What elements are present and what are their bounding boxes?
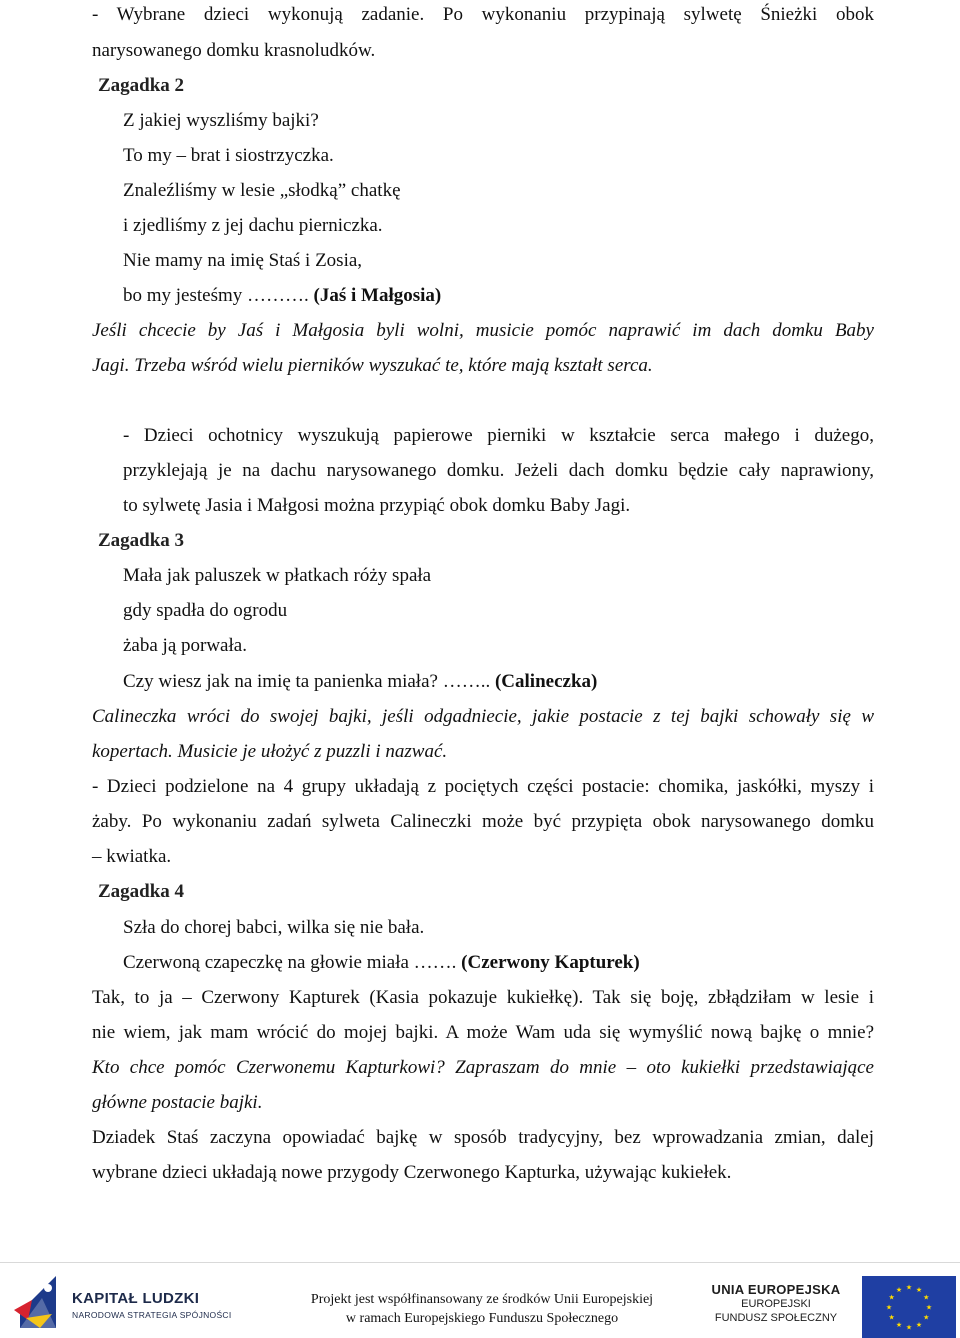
riddle-answer: (Calineczka) bbox=[494, 671, 598, 692]
riddle-text: Czy wiesz jak na imię ta panienka miała? …….. bbox=[123, 671, 491, 692]
paragraph-line: Dziadek Staś zaczyna opowiadać bajkę w sposób tradycyjny, bez wprowadzania zmian, dalej bbox=[92, 1127, 874, 1148]
instruction-line: Kto chce pomóc Czerwonemu Kapturkowi? Zapraszam do mnie – oto kukiełki przedstawiające bbox=[92, 1057, 874, 1078]
riddle-line: i zjedliśmy z jej dachu pierniczka. bbox=[123, 215, 383, 236]
paragraph-line: - Dzieci podzielone na 4 grupy układają z pociętych części postacie: chomika, jaskółki, myszy i bbox=[92, 776, 874, 797]
riddle-line: Nie mamy na imię Staś i Zosia, bbox=[123, 250, 363, 271]
kl-title: KAPITAŁ LUDZKI bbox=[72, 1290, 200, 1307]
eu-star-icon: ★ bbox=[915, 1320, 923, 1329]
paragraph-line: przyklejają je na dachu narysowanego domku. Jeżeli dach domku będzie cały naprawiony, bbox=[123, 460, 874, 481]
riddle-heading: Zagadka 3 bbox=[98, 530, 185, 551]
riddle-line: To my – brat i siostrzyczka. bbox=[123, 145, 334, 166]
riddle-line: Szła do chorej babci, wilka się nie bała. bbox=[123, 917, 425, 938]
kl-subtitle: NARODOWA STRATEGIA SPÓJNOŚCI bbox=[72, 1310, 232, 1320]
eu-label: EUROPEJSKI bbox=[741, 1298, 811, 1310]
eu-star-icon: ★ bbox=[923, 1313, 930, 1322]
eu-star-icon: ★ bbox=[905, 1323, 913, 1332]
instruction-line: główne postacie bajki. bbox=[92, 1092, 263, 1113]
eu-label: FUNDUSZ SPOŁECZNY bbox=[714, 1312, 838, 1324]
paragraph-line: to sylwetę Jasia i Małgosi można przypiąć obok domku Baby Jagi. bbox=[123, 495, 631, 516]
paragraph-line: - Wybrane dzieci wykonują zadanie. Po wykonaniu przypinają sylwetę Śnieżki obok bbox=[92, 4, 874, 25]
eu-star-icon: ★ bbox=[925, 1303, 933, 1312]
project-note-line: Projekt jest współfinansowany ze środków Unii Europejskiej bbox=[310, 1292, 654, 1307]
paragraph-line: wybrane dzieci układają nowe przygody Czerwonego Kapturka, używając kukiełek. bbox=[92, 1162, 732, 1183]
instruction-line: kopertach. Musicie je ułożyć z puzzli i nazwać. bbox=[92, 741, 448, 762]
eu-star-icon: ★ bbox=[895, 1320, 903, 1329]
footer-divider bbox=[0, 1262, 960, 1263]
eu-star-icon: ★ bbox=[923, 1293, 930, 1302]
riddle-line: gdy spadła do ogrodu bbox=[123, 600, 288, 621]
paragraph-line: – kwiatka. bbox=[92, 846, 172, 867]
riddle-heading: Zagadka 4 bbox=[98, 881, 185, 902]
riddle-line bbox=[123, 285, 874, 307]
paragraph-line: nie wiem, jak mam wrócić do mojej bajki. A może Wam uda się wymyślić nową bajkę o mnie? bbox=[92, 1022, 874, 1043]
eu-star-icon: ★ bbox=[885, 1303, 893, 1312]
paragraph-line: narysowanego domku krasnoludków. bbox=[92, 40, 376, 61]
instruction-line: Jeśli chcecie by Jaś i Małgosia byli wolni, musicie pomóc naprawić im dach domku Baby bbox=[92, 320, 874, 341]
paragraph-line: - Dzieci ochotnicy wyszukują papierowe pierniki w kształcie serca małego i dużego, bbox=[123, 425, 874, 446]
riddle-answer: (Czerwony Kapturek) bbox=[461, 952, 640, 973]
riddle-line: Mała jak paluszek w płatkach róży spała bbox=[123, 565, 432, 586]
riddle-line: żaba ją porwała. bbox=[123, 635, 247, 656]
riddle-line bbox=[123, 671, 874, 693]
riddle-line bbox=[123, 952, 874, 974]
instruction-line: Jagi. Trzeba wśród wielu pierników wyszukać te, które mają kształt serca. bbox=[92, 355, 653, 376]
eu-star-icon: ★ bbox=[915, 1286, 923, 1295]
instruction-line: Calineczka wróci do swojej bajki, jeśli odgadniecie, jakie postacie z tej bajki schowały się w bbox=[92, 706, 874, 727]
paragraph-line: Tak, to ja – Czerwony Kapturek (Kasia pokazuje kukiełkę). Tak się boję, zbłądziłam w lesie i bbox=[92, 987, 874, 1008]
riddle-line: Z jakiej wyszliśmy bajki? bbox=[123, 110, 319, 131]
eu-flag-icon bbox=[862, 1276, 956, 1338]
paragraph-line: żaby. Po wykonaniu zadań sylweta Calineczki może być przypięta obok narysowanego domku bbox=[92, 811, 874, 832]
project-note-line: w ramach Europejskiego Funduszu Społecznego bbox=[345, 1311, 619, 1326]
riddle-line: Znaleźliśmy w lesie „słodką” chatkę bbox=[123, 180, 401, 201]
riddle-heading: Zagadka 2 bbox=[98, 75, 185, 96]
eu-star-icon: ★ bbox=[888, 1313, 895, 1322]
riddle-text: bo my jesteśmy ………. bbox=[123, 285, 309, 306]
eu-star-icon: ★ bbox=[905, 1283, 913, 1292]
riddle-answer: (Jaś i Małgosia) bbox=[313, 285, 442, 306]
eu-star-icon: ★ bbox=[895, 1286, 903, 1295]
eu-star-icon: ★ bbox=[888, 1293, 895, 1302]
riddle-text: Czerwoną czapeczkę na głowie miała ……. bbox=[123, 952, 457, 973]
eu-label: UNIA EUROPEJSKA bbox=[711, 1282, 841, 1297]
